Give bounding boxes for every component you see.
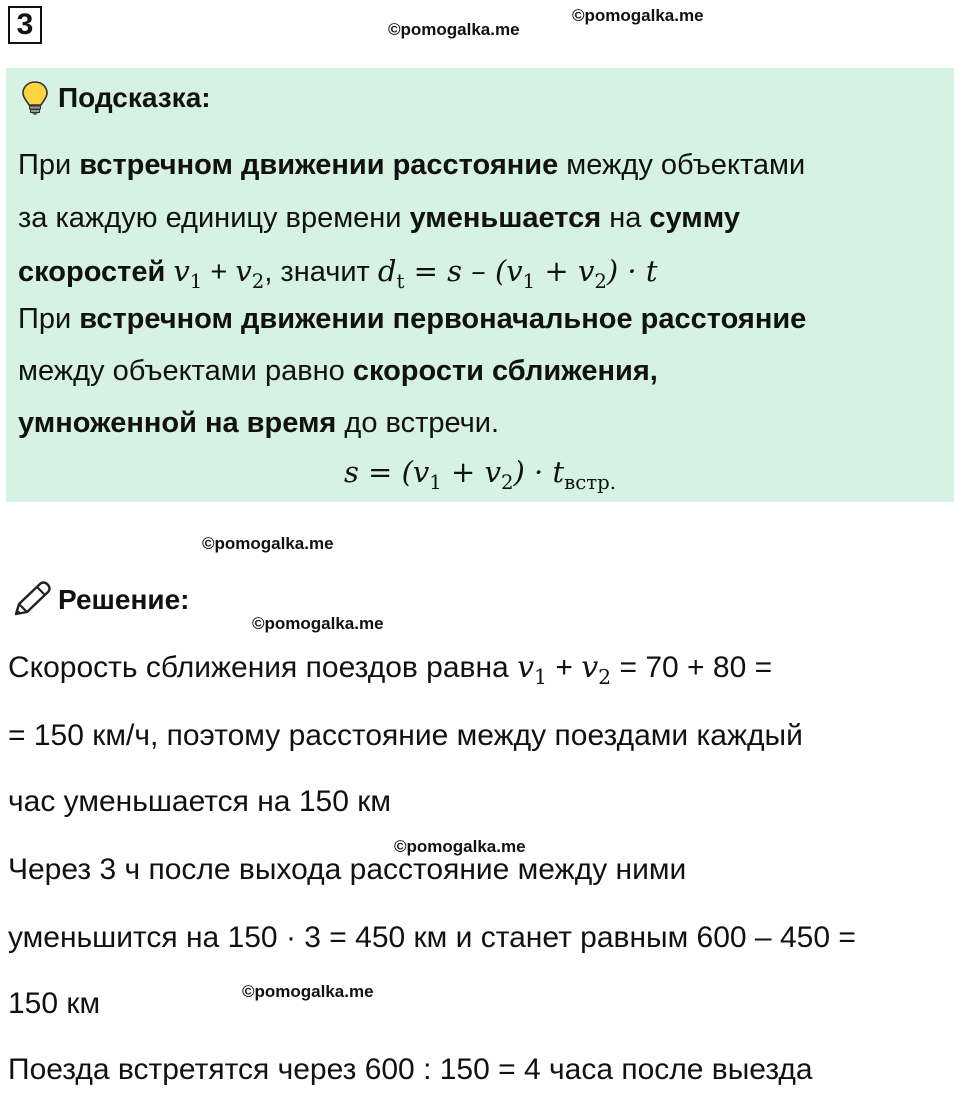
math-v2 bbox=[581, 650, 612, 689]
watermark: ©pomogalka.me bbox=[388, 20, 520, 39]
hint-line-3 bbox=[18, 253, 658, 300]
solution-line-2: = 150 км/ч, поэтому расстояние между поездами каждый bbox=[8, 719, 803, 752]
math-var: v bbox=[235, 254, 252, 288]
text: , значит bbox=[264, 256, 378, 288]
math-sub: 2 bbox=[251, 269, 265, 293]
math-part: + v bbox=[441, 455, 501, 489]
hint-line-5 bbox=[18, 353, 658, 389]
solution-title-text: Решение: bbox=[58, 584, 190, 615]
solution-line-1 bbox=[8, 649, 772, 696]
math-sub: 2 bbox=[594, 269, 607, 293]
hint-formula bbox=[0, 454, 960, 501]
math-sub: 2 bbox=[598, 665, 612, 689]
math-sub: 1 bbox=[522, 269, 536, 293]
solution-line-5: уменьшится на 150 · 3 = 450 км и станет равным 600 – 450 = bbox=[8, 921, 856, 954]
text: на bbox=[601, 202, 650, 234]
bold-text: сумму bbox=[649, 202, 740, 234]
bold-text: скоростей bbox=[18, 256, 166, 288]
text: Скорость сближения поездов равна bbox=[8, 651, 518, 684]
solution-line-6: 150 км bbox=[8, 987, 101, 1020]
text: между объектами равно bbox=[18, 355, 353, 387]
math-var: v bbox=[581, 650, 599, 685]
pencil-icon bbox=[10, 580, 52, 620]
math-sub: встр. bbox=[564, 470, 617, 494]
bold-text: умноженной на время bbox=[18, 407, 337, 439]
watermark: ©pomogalka.me bbox=[394, 837, 526, 856]
math-part: ) · t bbox=[513, 455, 565, 489]
text: При bbox=[18, 303, 80, 335]
math-v1 bbox=[517, 650, 547, 689]
text: При bbox=[18, 149, 80, 181]
math-sub: 1 bbox=[534, 665, 547, 689]
math-sub: 1 bbox=[429, 470, 442, 494]
hint-line-4 bbox=[18, 301, 806, 337]
solution-line-4: Через 3 ч после выхода расстояние между ними bbox=[8, 853, 687, 886]
bold-text: встречном движении расстояние bbox=[79, 149, 559, 181]
math-op: + bbox=[547, 651, 582, 684]
lightbulb-icon bbox=[20, 80, 50, 116]
text: за каждую единицу времени bbox=[18, 202, 410, 234]
watermark: ©pomogalka.me bbox=[242, 982, 374, 1001]
math-part: = s – (v bbox=[404, 254, 523, 288]
math-v2 bbox=[235, 254, 265, 293]
task-number: 3 bbox=[8, 6, 42, 44]
math-sub: 1 bbox=[189, 269, 203, 293]
math-expr bbox=[404, 254, 658, 293]
bold-text: уменьшается bbox=[409, 202, 602, 234]
watermark: ©pomogalka.me bbox=[252, 614, 384, 633]
math-dt bbox=[377, 254, 405, 293]
solution-line-3: час уменьшается на 150 км bbox=[8, 785, 391, 818]
solution-title bbox=[10, 580, 189, 620]
math-var: d bbox=[377, 254, 397, 288]
math-sub: t bbox=[396, 269, 405, 293]
bold-text: скорости сближения, bbox=[352, 355, 658, 387]
math-var: v bbox=[173, 254, 190, 288]
math-part: + v bbox=[535, 254, 595, 288]
hint-line-1 bbox=[18, 147, 805, 183]
solution-line-7: Поезда встретятся через 600 : 150 = 4 часа после выезда bbox=[8, 1053, 813, 1086]
bold-text: встречном движении первоначальное расстояние bbox=[79, 303, 807, 335]
hint-line-2 bbox=[18, 200, 740, 236]
watermark: ©pomogalka.me bbox=[572, 6, 704, 25]
math-var: v bbox=[517, 650, 535, 685]
formula-expr bbox=[343, 455, 617, 494]
text: между объектами bbox=[558, 149, 806, 181]
text: до встречи. bbox=[336, 407, 500, 439]
text: = 70 + 80 = bbox=[611, 651, 773, 684]
hint-title-text: Подсказка: bbox=[58, 82, 211, 113]
math-sub: 2 bbox=[500, 470, 514, 494]
hint-line-6 bbox=[18, 405, 499, 441]
hint-title bbox=[20, 80, 211, 116]
math-op: + bbox=[202, 256, 236, 288]
math-v1 bbox=[173, 254, 203, 293]
watermark: ©pomogalka.me bbox=[202, 534, 334, 553]
math-part: s = (v bbox=[343, 455, 430, 489]
math-part: ) · t bbox=[606, 254, 658, 288]
